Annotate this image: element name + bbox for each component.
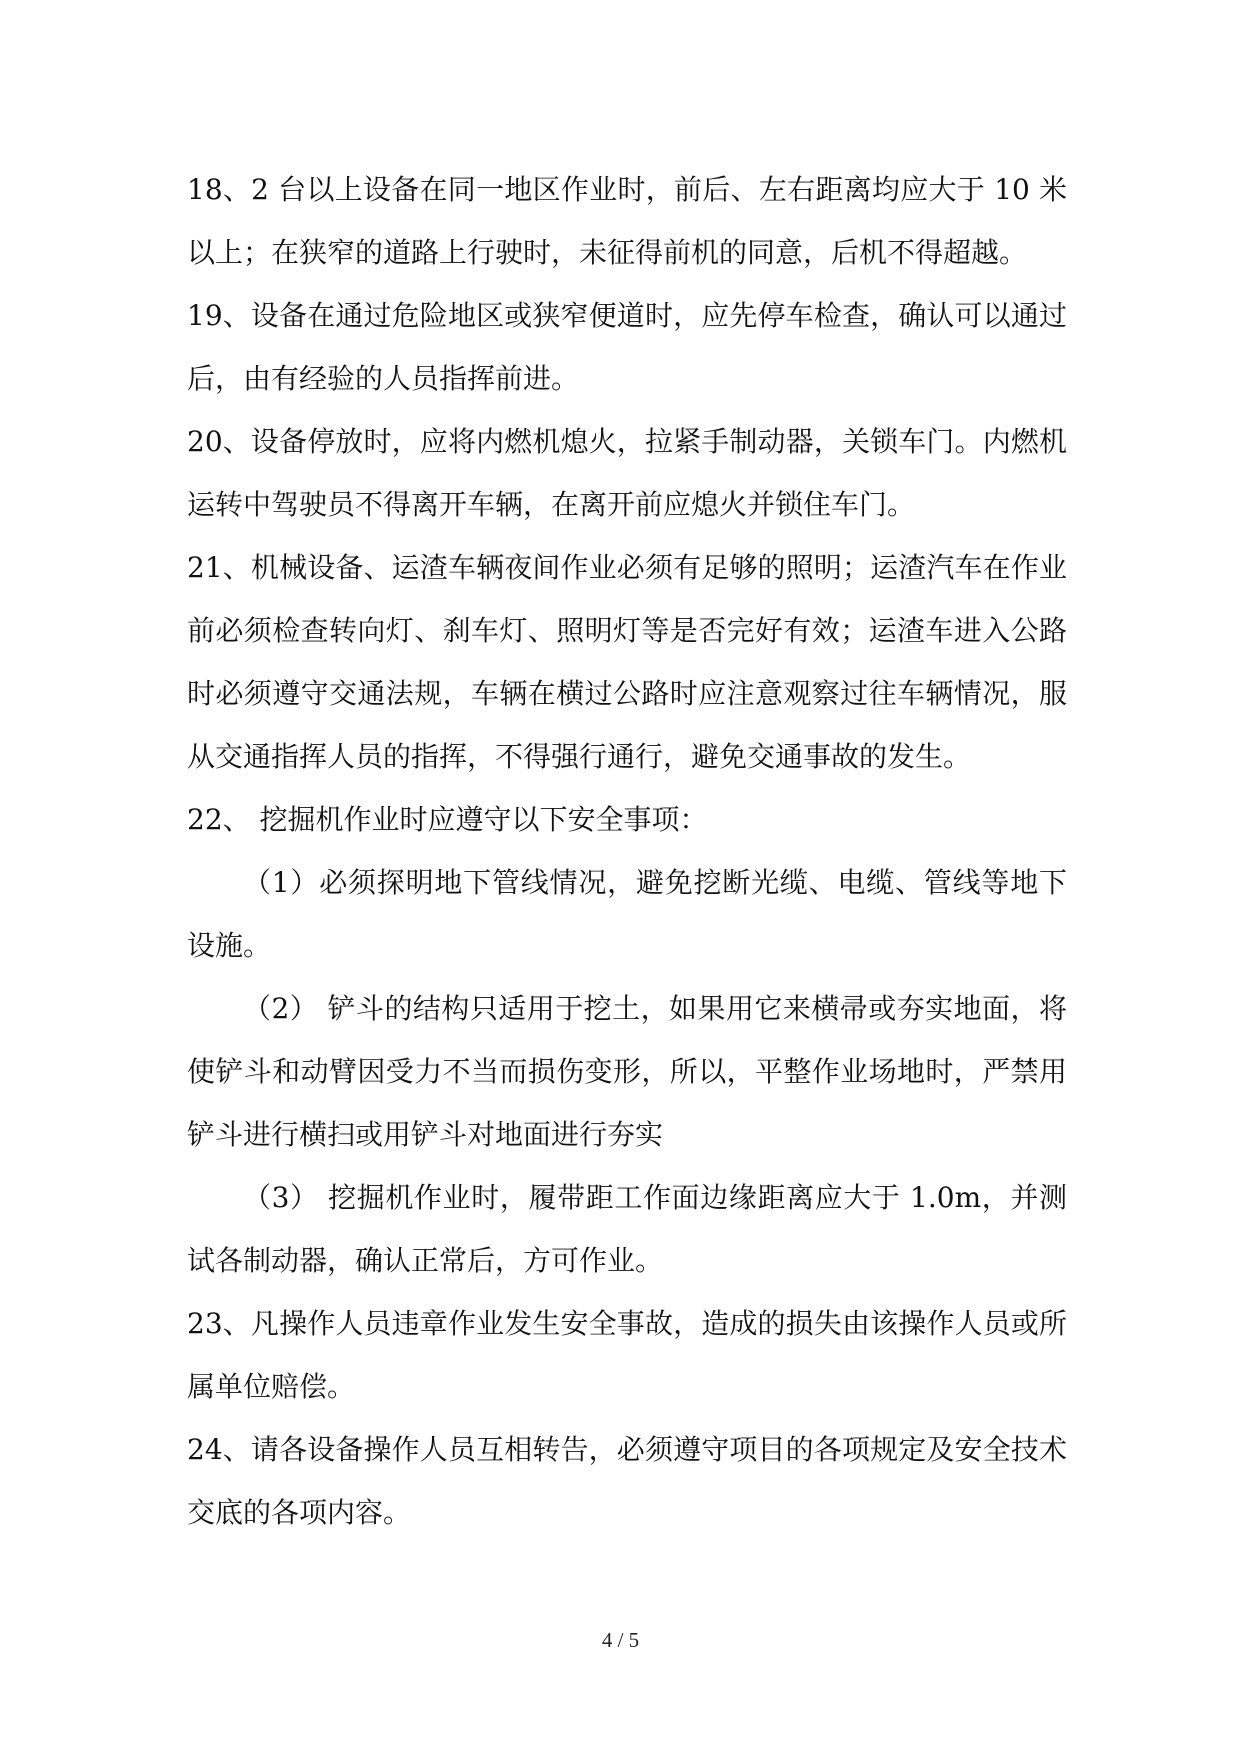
page-number: 4 / 5 [601, 1628, 640, 1652]
paragraph-subitem-2: （2） 铲斗的结构只适用于挖土，如果用它来横帚或夯实地面，将使铲斗和动臂因受力不当而损伤变形，所以，平整作业场地时，严禁用铲斗进行横扫或用铲斗对地面进行夯实 [187, 992, 1067, 1151]
document-body [187, 158, 1067, 1544]
paragraph-item-21: 21、机械设备、运渣车辆夜间作业必须有足够的照明；运渣汽车在作业前必须检查转向灯、刹车灯、照明灯等是否完好有效；运渣车进入公路时必须遵守交通法规，车辆在横过公路时应注意观察过往车辆情况，服从交通指挥人员的指挥，不得强行通行，避免交通事故的发生。 [187, 551, 1067, 773]
paragraph-subitem-1: （1）必须探明地下管线情况，避免挖断光缆、电缆、管线等地下设施。 [187, 866, 1067, 962]
paragraph-item-24: 24、请各设备操作人员互相转告，必须遵守项目的各项规定及安全技术交底的各项内容。 [187, 1433, 1067, 1529]
paragraph-item-22: 22、 挖掘机作业时应遵守以下安全事项： [187, 803, 708, 836]
paragraph-item-20: 20、设备停放时，应将内燃机熄火，拉紧手制动器，关锁车门。内燃机运转中驾驶员不得离开车辆，在离开前应熄火并锁住车门。 [187, 425, 1067, 521]
paragraph-item-23: 23、凡操作人员违章作业发生安全事故，造成的损失由该操作人员或所属单位赔偿。 [187, 1307, 1067, 1403]
paragraph-item-19: 19、设备在通过危险地区或狭窄便道时，应先停车检查，确认可以通过后，由有经验的人员指挥前进。 [187, 299, 1067, 395]
paragraph-item-18: 18、2 台以上设备在同一地区作业时，前后、左右距离均应大于 10 米以上；在狭窄的道路上行驶时，未征得前机的同意，后机不得超越。 [187, 173, 1067, 269]
paragraph-subitem-3: （3） 挖掘机作业时，履带距工作面边缘距离应大于 1.0m，并测试各制动器，确认正常后，方可作业。 [187, 1181, 1067, 1277]
